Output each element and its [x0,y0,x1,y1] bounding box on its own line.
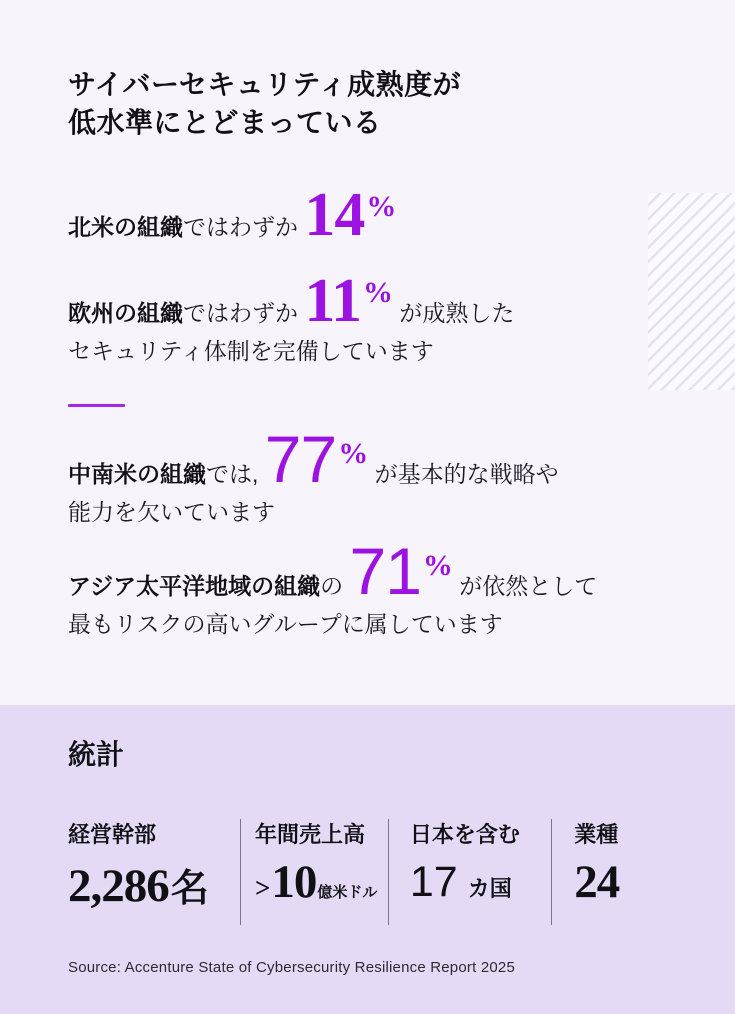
stat-number: 71 [349,534,421,608]
stat-europe-line2: セキュリティ体制を完備しています [68,338,434,364]
stat-col-unit: 億米ドル [317,884,378,901]
stat-europe [68,267,667,370]
stat-col-label: 日本を含む [409,822,520,847]
stat-number: 77 [264,422,337,496]
statistics-heading: 統計 [68,739,125,770]
stat-asia-pacific [68,534,667,643]
stat-lead-text: ではわずか [183,300,305,326]
region-name: 北米の組織 [68,214,183,240]
stat-col-unit: カ国 [467,876,512,901]
source-attribution: Source: Accenture State of Cybersecurity Resilience Report 2025 [68,959,515,976]
stat-col-number: 10 [271,856,317,908]
page-title-line2: 低水準にとどまっている [68,107,382,138]
stat-tail-text: が基本的な戦略や [368,461,559,487]
stat-col-number: 17 [409,858,458,906]
stat-europe-line1 [68,267,667,335]
stat-col-unit: 名 [170,868,209,910]
stat-col-industries [551,819,667,925]
page-title-line1: サイバーセキュリティ成熟度が [68,69,462,100]
statistics-row [68,819,667,925]
percent-sign: % [422,549,453,582]
stat-tail-text: が成熟した [392,300,515,326]
stat-col-executives [68,819,240,925]
percent-sign: % [338,437,369,470]
percent-sign: % [366,190,397,223]
stat-col-label: 業種 [574,822,619,847]
stat-col-value [410,857,551,907]
stat-lead-text: では, [206,461,265,487]
stat-col-label: 年間売上高 [255,822,366,847]
stat-lead-text: の [320,573,350,599]
stat-north-america-line1 [68,181,667,249]
region-name: アジア太平洋地域の組織 [68,573,321,599]
stat-value-11-percent [304,267,393,335]
stat-north-america [68,181,667,249]
region-name: 中南米の組織 [68,461,206,487]
statistics-panel [0,705,735,1014]
stat-col-revenue [240,819,388,925]
stat-asia-pacific-line2: 最もリスクの高いグループに属しています [68,611,503,637]
stat-value-77-percent [265,422,368,496]
stat-col-number: 24 [574,856,620,908]
stat-asia-pacific-line1 [68,534,667,608]
stat-value-71-percent [349,534,452,608]
stat-tail-text: が依然として [452,573,598,599]
page-title [68,66,667,142]
region-name: 欧州の組織 [68,300,183,326]
stat-col-number: 2,286 [68,860,169,912]
stat-col-value [574,857,667,907]
greater-than-sign: > [255,873,271,903]
stat-latin-america-line1 [68,422,667,496]
stat-latin-america-line2: 能力を欠いています [68,499,275,525]
stat-lead-text: ではわずか [183,214,305,240]
stat-number: 14 [304,181,365,249]
stat-col-label: 経営幹部 [68,822,157,847]
stat-col-value [68,857,240,912]
stat-number: 11 [304,267,361,335]
stat-col-countries [388,819,551,925]
purple-divider [68,404,125,407]
percent-sign: % [362,276,393,309]
stat-latin-america [68,422,667,531]
stat-value-14-percent [304,181,396,249]
stat-col-value [255,857,388,907]
